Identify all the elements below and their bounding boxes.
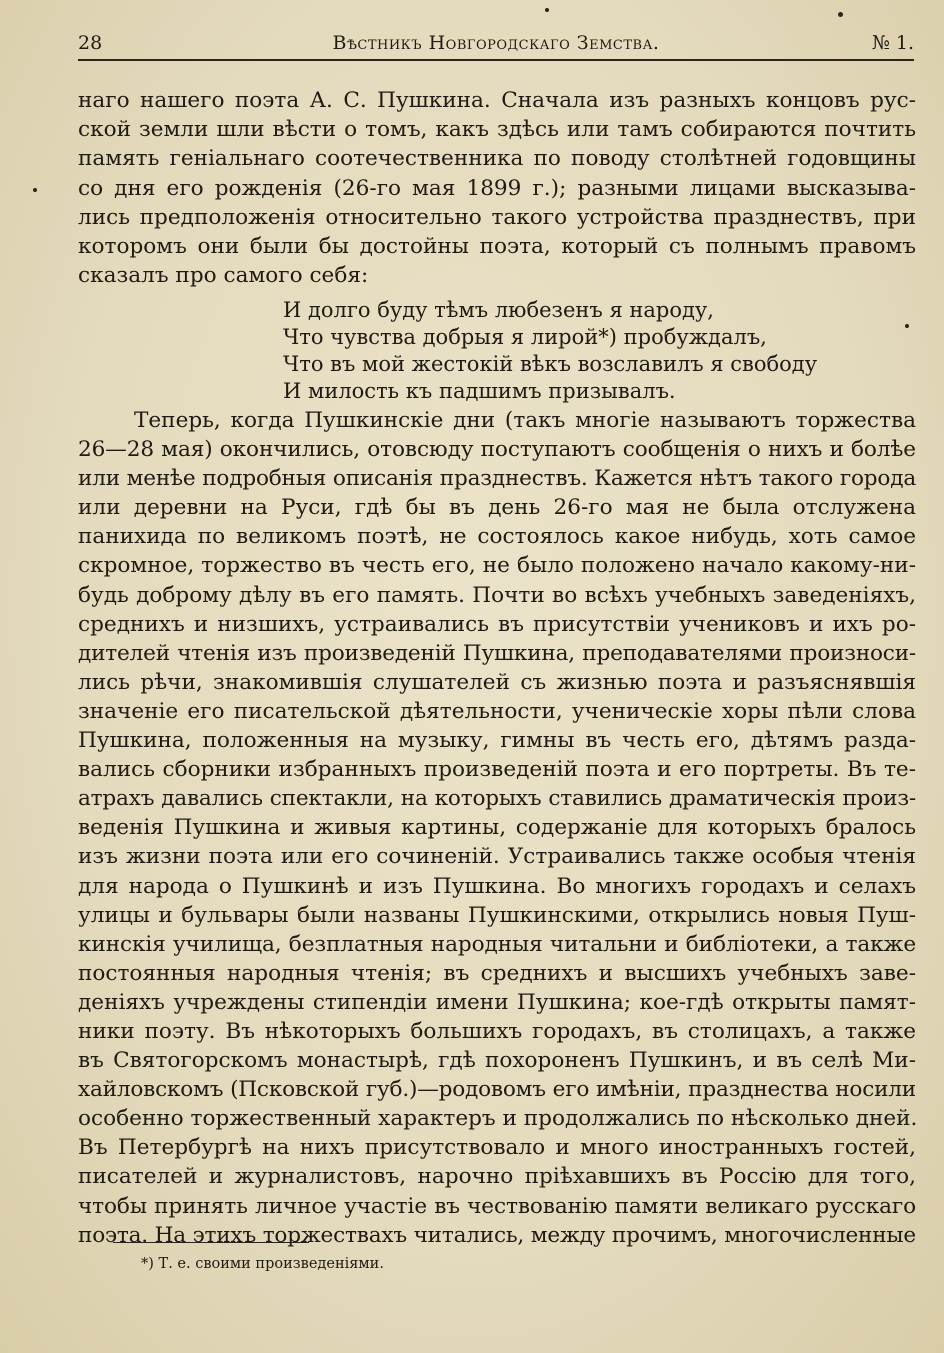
ink-speck: [905, 324, 909, 328]
running-header: [78, 28, 914, 58]
text-line: для народа о Пушкинѣ и изъ Пушкина. Во многихъ городахъ и селахъ: [78, 873, 916, 899]
footnote-rule: [113, 1242, 309, 1243]
text-line: чтобы принять личное участіе въ чествованію памяти великаго русскаго: [78, 1193, 916, 1219]
text-line: ники поэту. Въ нѣкоторыхъ большихъ городахъ, въ столицахъ, а также: [78, 1018, 916, 1044]
poem-line: И милость къ падшимъ призывалъ.: [283, 379, 676, 403]
text-line: Въ Петербургѣ на нихъ присутствовало и много иностранныхъ гостей,: [78, 1135, 916, 1161]
ink-speck: [33, 188, 37, 192]
poem-line: И долго буду тѣмъ любезенъ я народу,: [283, 298, 714, 322]
text-line: наго нашего поэта А. С. Пушкина. Сначала изъ разныхъ концовъ рус-: [78, 88, 916, 113]
text-line: или деревни на Руси, гдѣ бы въ день 26-го мая не была отслужена: [78, 495, 916, 521]
paragraph-2: [78, 406, 916, 1250]
text-line: 26—28 мая) окончились, отовсюду поступаютъ сообщенія о нихъ и болѣе: [78, 437, 916, 463]
text-line: со дня его рожденія (26-го мая 1899 г.); разными лицами высказыва-: [78, 175, 916, 201]
paragraph-1: [78, 86, 916, 290]
journal-title: Вѣстникъ Новгородскаго Земства.: [332, 32, 660, 54]
text-line: лись предположенія относительно такого устройства празднествъ, при: [78, 204, 916, 230]
text-line: кинскія училища, безплатныя народныя читальни и библіотеки, а также: [78, 931, 916, 957]
text-line: или менѣе подробныя описанія празднествъ. Кажется нѣтъ такого города: [78, 466, 916, 492]
text-line: хайловскомъ (Псковской губ.)—родовомъ его имѣніи, празднества носили: [78, 1077, 916, 1103]
footnote: *) Т. е. своими произведеніями.: [141, 1256, 384, 1272]
text-line: постоянныя народныя чтенія; въ среднихъ и высшихъ учебныхъ заве-: [78, 960, 916, 986]
issue-number: № 1.: [871, 32, 914, 54]
text-line: ской земли шли вѣсти о томъ, какъ здѣсь или тамъ собираются почтить: [78, 117, 916, 143]
text-line: панихида по великомъ поэтѣ, не состоялось какое нибудь, хоть самое: [78, 524, 916, 550]
text-line: будь доброму дѣлу въ его память. Почти во всѣхъ учебныхъ заведеніяхъ,: [78, 582, 916, 608]
text-line: улицы и бульвары были названы Пушкинскими, открылись новыя Пуш-: [78, 902, 916, 928]
text-line: вались сборники избранныхъ произведеній поэта и его портреты. Въ те-: [78, 757, 916, 783]
text-line: деніяхъ учреждены стипендіи имени Пушкина; кое-гдѣ открыты памят-: [78, 989, 916, 1015]
text-line: дителей чтенія изъ произведеній Пушкина, преподавателями произноси-: [78, 640, 916, 666]
text-line: среднихъ и низшихъ, устраивались въ присутствіи учениковъ и ихъ ро-: [78, 611, 916, 637]
text-line: поэта. На этихъ торжествахъ читались, между прочимъ, многочисленные: [78, 1222, 916, 1248]
page-number: 28: [78, 32, 103, 54]
ink-speck: [545, 8, 549, 12]
text-line: которомъ они были бы достойны поэта, который съ полнымъ правомъ: [78, 234, 916, 260]
text-line: Теперь, когда Пушкинскіе дни (такъ многіе называютъ торжества: [134, 408, 916, 433]
text-line: лись рѣчи, знакомившія слушателей съ жизнью поэта и разъяснявшія: [78, 669, 916, 695]
poem-line: Что въ мой жестокій вѣкъ возславилъ я свободу: [283, 352, 818, 376]
text-line: значеніе его писательской дѣятельности, ученическіе хоры пѣли слова: [78, 698, 916, 724]
text-line: память геніальнаго соотечественника по поводу столѣтней годовщины: [78, 146, 916, 172]
text-line: изъ жизни поэта или его сочиненій. Устраивались также особыя чтенія: [78, 844, 916, 870]
poem-quote: [283, 297, 843, 405]
text-line: атрахъ давались спектакли, на которыхъ ставились драматическія произ-: [78, 786, 916, 812]
text-line: веденія Пушкина и живыя картины, содержаніе для которыхъ бралось: [78, 815, 916, 841]
text-line: въ Святогорскомъ монастырѣ, гдѣ похороненъ Пушкинъ, и въ селѣ Ми-: [78, 1048, 916, 1074]
text-line: писателей и журналистовъ, нарочно пріѣхавшихъ въ Россію для того,: [78, 1164, 916, 1190]
text-line: особенно торжественный характеръ и продолжались по нѣсколько дней.: [78, 1106, 918, 1132]
header-rule: [78, 59, 914, 61]
poem-line: Что чувства добрыя я лирой*) пробуждалъ,: [283, 325, 767, 349]
text-line: скромное, торжество въ честь его, не было положено начало какому-ни-: [78, 553, 916, 579]
text-line: сказалъ про самого себя:: [78, 263, 369, 289]
text-line: Пушкина, положенныя на музыку, гимны въ честь его, дѣтямъ разда-: [78, 728, 916, 754]
ink-speck: [838, 12, 843, 17]
